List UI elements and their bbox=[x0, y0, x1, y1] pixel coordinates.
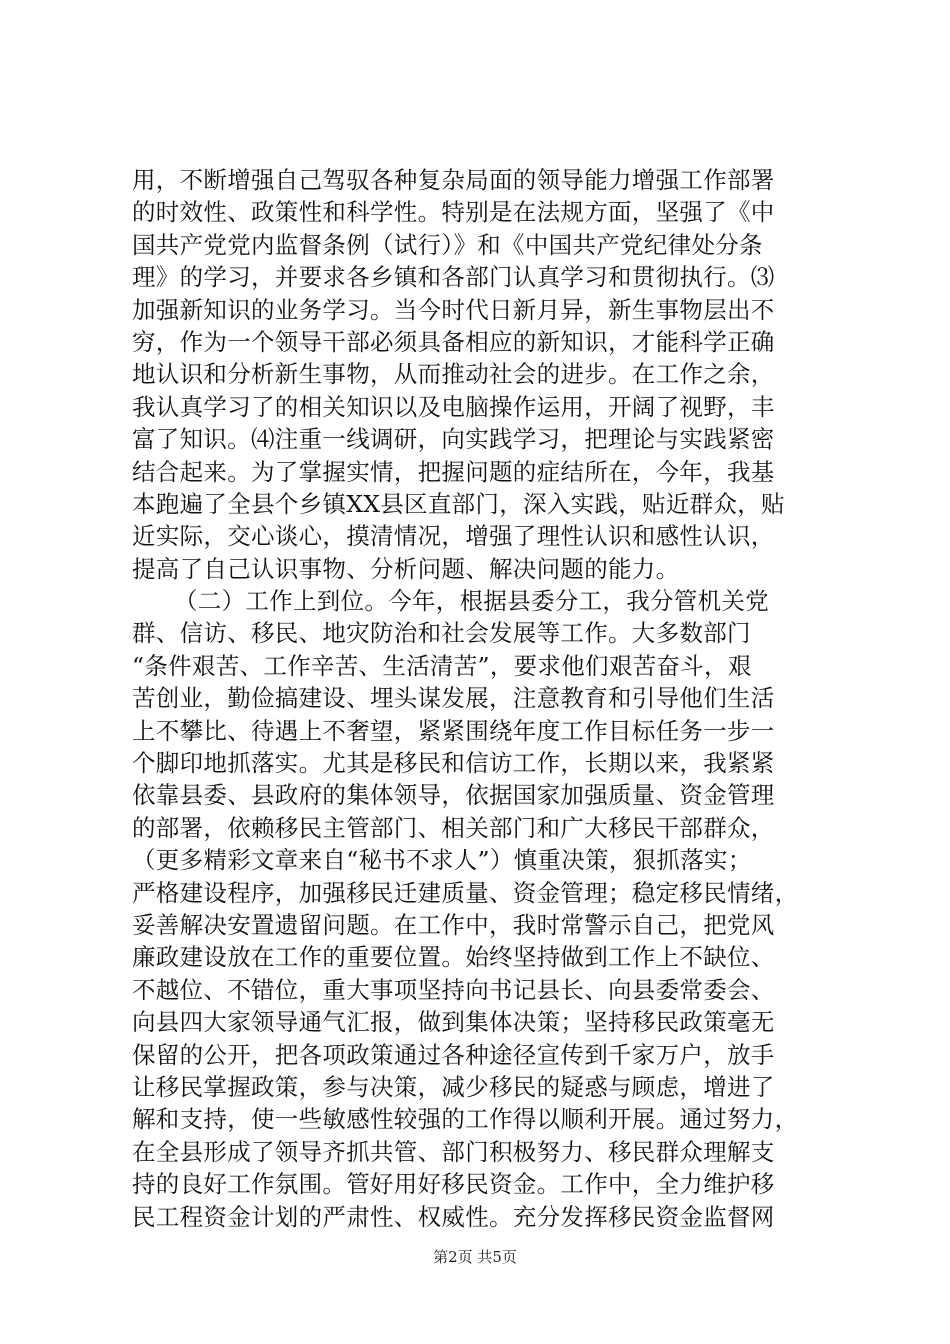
text-line: 不越位、不错位，重大事项坚持向书记县长、向县委常委会、 bbox=[132, 975, 775, 1004]
body-text bbox=[132, 164, 832, 1233]
text-line: 向县四大家领导通气汇报，做到集体决策；坚持移民政策毫无 bbox=[132, 1008, 775, 1037]
text-line: 持的良好工作氛围。管好用好移民资金。工作中，全力维护移 bbox=[132, 1170, 775, 1199]
text-line: 理》的学习，并要求各乡镇和各部门认真学习和贯彻执行。⑶ bbox=[132, 263, 775, 292]
text-line: 地认识和分析新生事物，从而推动社会的进步。在工作之余， bbox=[132, 360, 775, 389]
text-line: 个脚印地抓落实。尤其是移民和信访工作，长期以来，我紧紧 bbox=[132, 749, 775, 778]
text-line: 上不攀比、待遇上不奢望，紧紧围绕年度工作目标任务一步一 bbox=[132, 716, 775, 745]
text-line: 穷，作为一个领导干部必须具备相应的新知识，才能科学正确 bbox=[132, 327, 775, 356]
text-line: 结合起来。为了掌握实情，把握问题的症结所在，今年，我基 bbox=[132, 457, 775, 486]
text-line: 让移民掌握政策，参与决策，减少移民的疑惑与顾虑，增进了 bbox=[132, 1072, 775, 1101]
text-line: 民工程资金计划的严肃性、权威性。充分发挥移民资金监督网 bbox=[132, 1202, 775, 1231]
text-line: 用，不断增强自己驾驭各种复杂局面的领导能力增强工作部署 bbox=[132, 166, 775, 194]
text-line: 妥善解决安置遗留问题。在工作中，我时常警示自己，把党风 bbox=[132, 910, 775, 939]
text-line: 解和支持，使一些敏感性较强的工作得以顺利开展。通过努力， bbox=[132, 1105, 799, 1134]
text-line: 群、信访、移民、地灾防治和社会发展等工作。大多数部门 bbox=[132, 619, 751, 648]
page-number: 第2页 共5页 bbox=[433, 1248, 517, 1266]
text-line: 本跑遍了全县个乡镇XX县区直部门，深入实践，贴近群众，贴 bbox=[132, 489, 785, 518]
text-line: 保留的公开，把各项政策通过各种途径宣传到千家万户，放手 bbox=[132, 1040, 775, 1069]
text-line: 加强新知识的业务学习。当今时代日新月异，新生事物层出不 bbox=[132, 295, 775, 324]
text-line: 近实际，交心谈心，摸清情况，增强了理性认识和感性认识， bbox=[132, 522, 775, 551]
text-line: 我认真学习了的相关知识以及电脑操作运用，开阔了视野，丰 bbox=[132, 392, 775, 421]
text-line: 苦创业，勤俭搞建设、埋头谋发展，注意教育和引导他们生活 bbox=[132, 684, 775, 713]
text-line: 提高了自己认识事物、分析问题、解决问题的能力。 bbox=[132, 554, 680, 583]
text-line: 依靠县委、县政府的集体领导，依据国家加强质量、资金管理 bbox=[132, 781, 775, 810]
text-line: 的时效性、政策性和科学性。特别是在法规方面，坚强了《中 bbox=[132, 198, 775, 227]
text-line: 廉政建设放在工作的重要位置。始终坚持做到工作上不缺位、 bbox=[132, 943, 775, 972]
text-line: “条件艰苦、工作辛苦、生活清苦”，要求他们艰苦奋斗，艰 bbox=[132, 651, 752, 680]
paragraph-start-line: （二）工作上到位。今年，根据县委分工，我分管机关党 bbox=[174, 587, 769, 616]
text-line: 在全县形成了领导齐抓共管、部门积极努力、移民群众理解支 bbox=[132, 1137, 775, 1166]
text-line: 严格建设程序，加强移民迁建质量、资金管理；稳定移民情绪， bbox=[132, 878, 799, 907]
page-footer bbox=[0, 1246, 950, 1267]
text-line: 富了知识。⑷注重一线调研，向实践学习，把理论与实践紧密 bbox=[132, 425, 775, 454]
text-line: 的部署，依赖移民主管部门、相关部门和广大移民干部群众， bbox=[132, 813, 775, 842]
text-line: （更多精彩文章来自“秘书不求人”）慎重决策，狠抓落实； bbox=[132, 846, 752, 875]
text-line: 国共产党党内监督条例（试行）》和《中国共产党纪律处分条 bbox=[132, 230, 763, 259]
